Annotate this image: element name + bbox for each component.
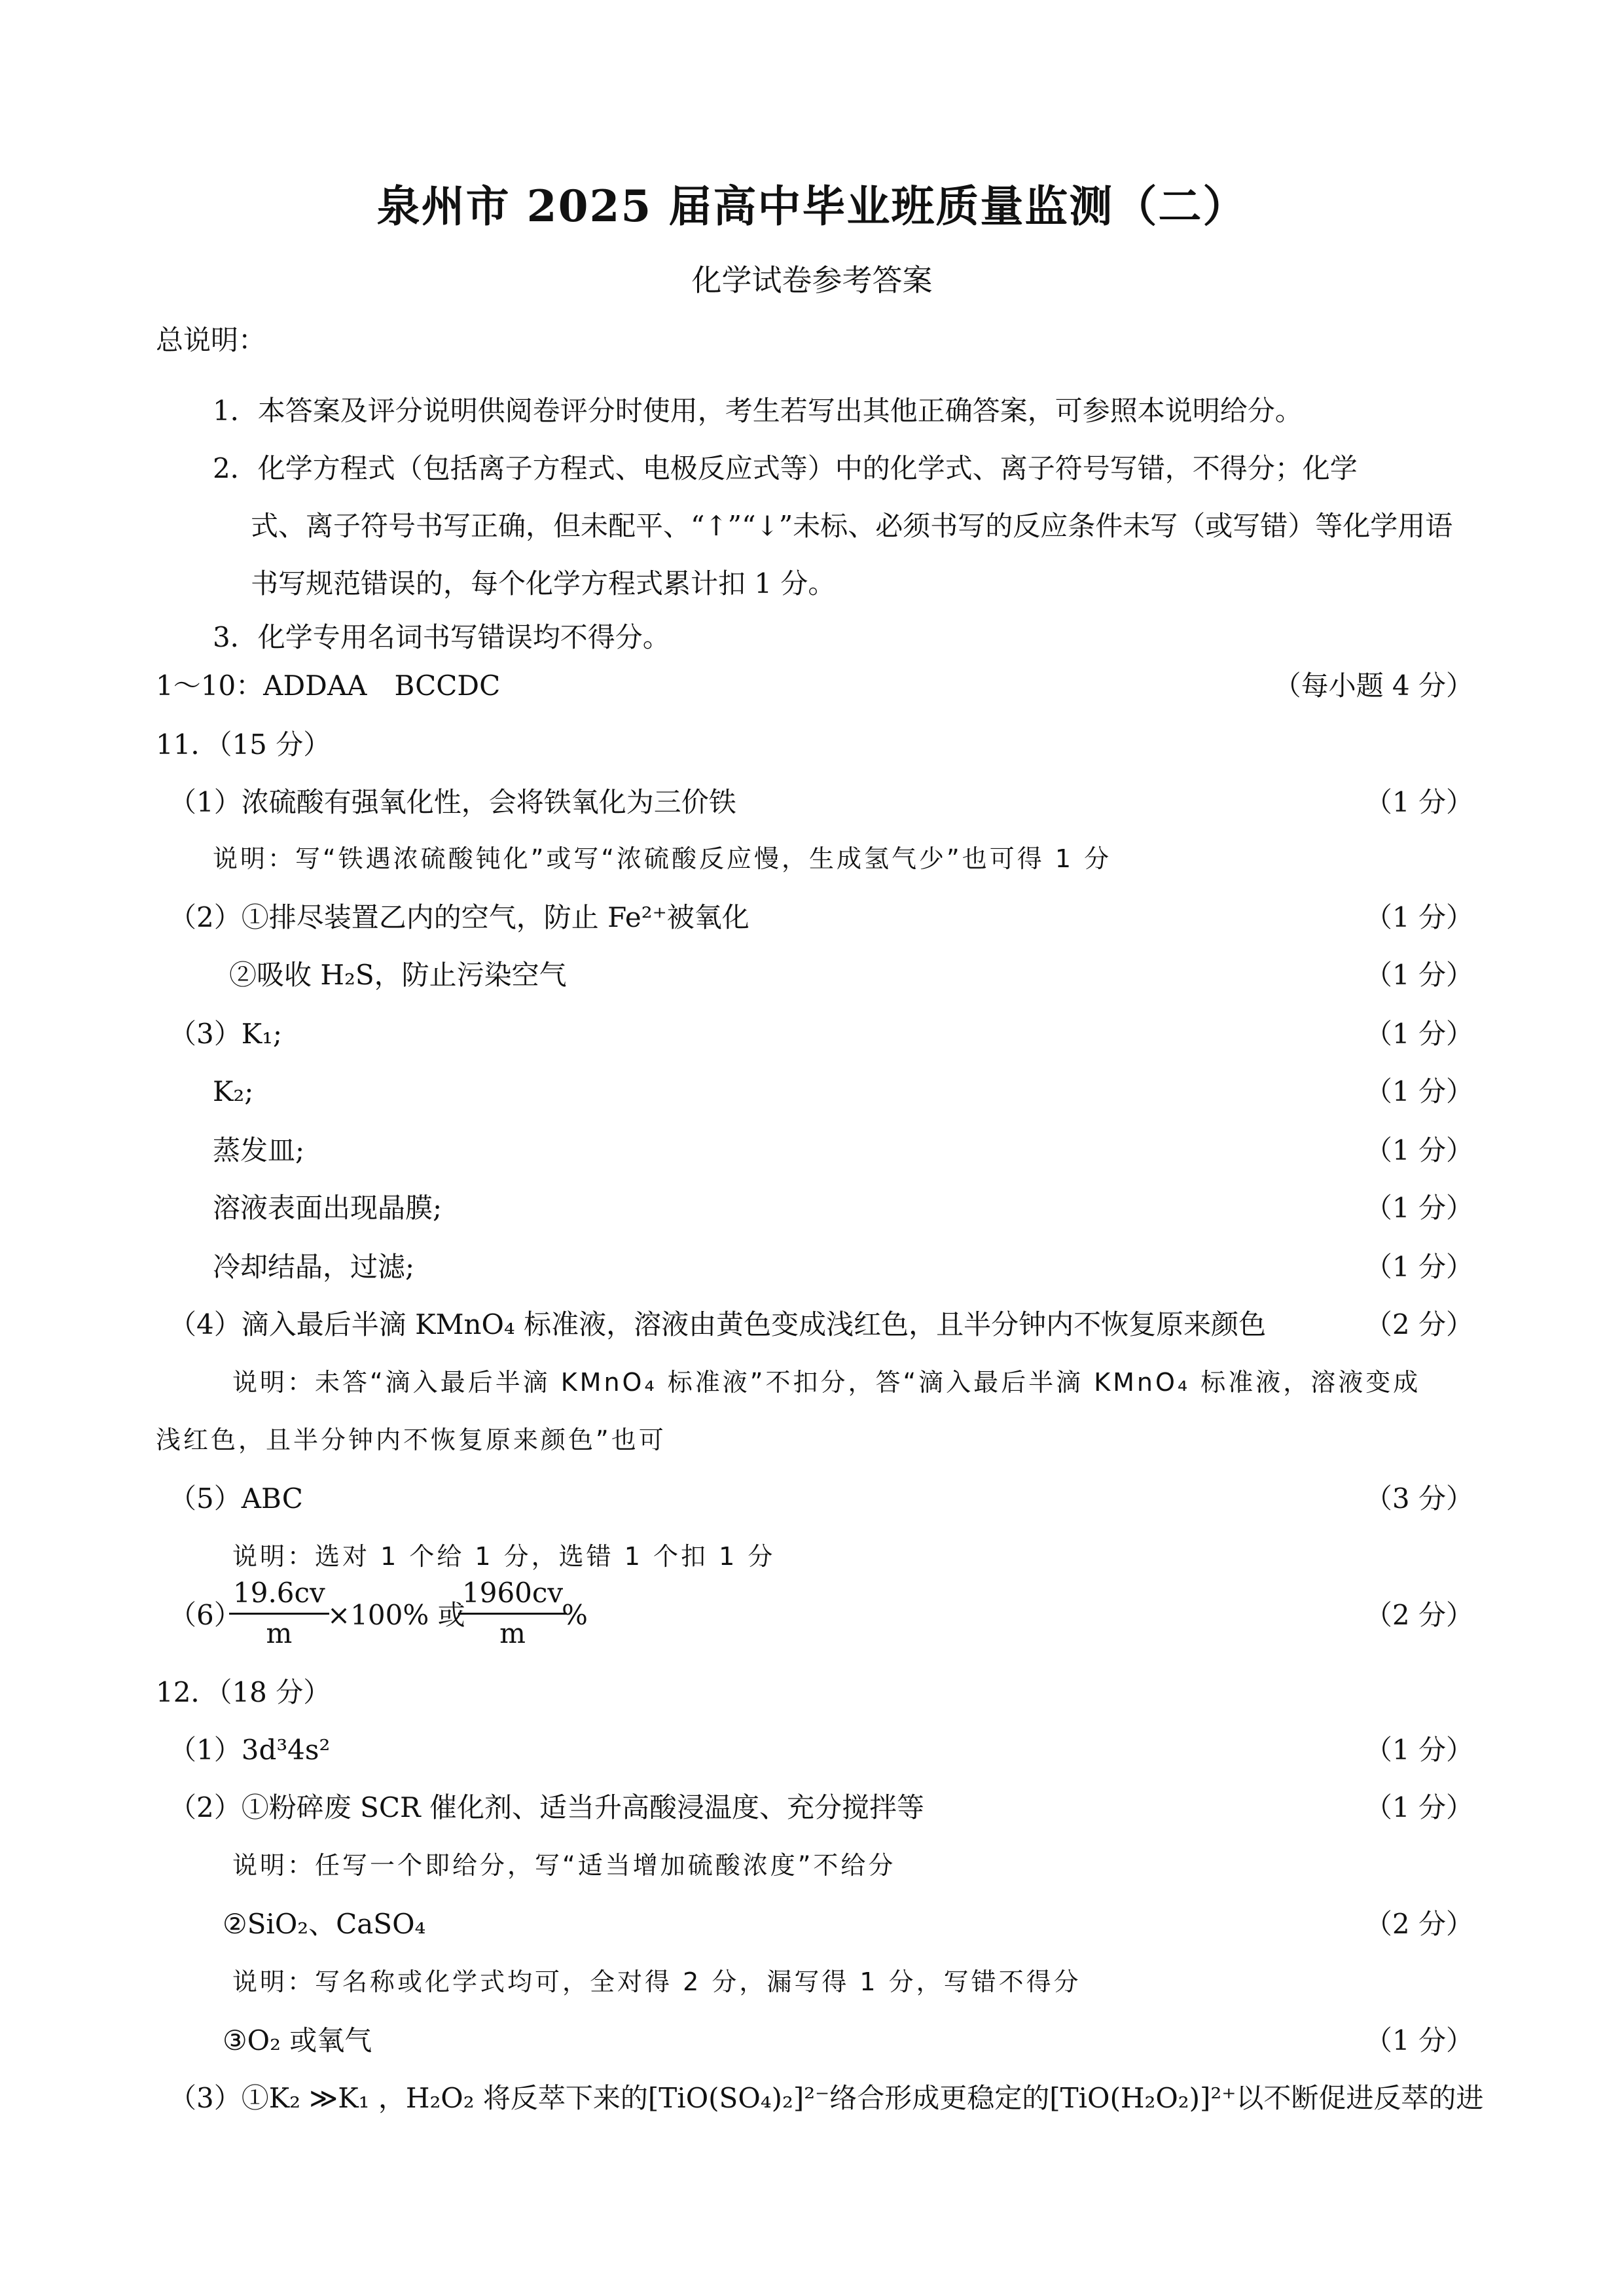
q12-p2a: （2）①粉碎废 SCR 催化剂、适当升高酸浸温度、充分搅拌等 [169,1791,924,1823]
page-subtitle: 化学试卷参考答案 [691,262,933,298]
general-item-3: 3．化学专用名词书写错误均不得分。 [213,621,670,653]
general-item-1: 1．本答案及评分说明供阅卷评分时使用，考生若写出其他正确答案，可参照本说明给分。 [213,395,1303,427]
q11-p4: （4）滴入最后半滴 KMnO₄ 标准液，溶液由黄色变成浅红色，且半分钟内不恢复原来颜色 [169,1308,1267,1340]
q11-p3-1-score: （1 分） [1364,1018,1473,1050]
q11-p4-note-2: 浅红色，且半分钟内不恢复原来颜色”也可 [156,1426,666,1454]
q11-heading: 11．（15 分） [156,728,331,761]
q11-p2a: （2）①排尽装置乙内的空气，防止 Fe²⁺被氧化 [169,901,749,933]
q11-p3-3: 蒸发皿; [213,1134,305,1166]
q11-p2a-score: （1 分） [1364,901,1473,933]
q12-heading: 12．（18 分） [156,1676,331,1708]
q12-p2b-score: （2 分） [1364,1908,1473,1940]
mcq-answers: 1～10：ADDAA BCCDC [156,670,501,702]
q11-p3-5-score: （1 分） [1364,1251,1473,1283]
q11-p1: （1）浓硫酸有强氧化性，会将铁氧化为三价铁 [169,786,736,818]
general-heading: 总说明： [156,324,266,356]
fraction-1-denominator: m [266,1617,293,1649]
q11-p6-score: （2 分） [1364,1599,1473,1631]
fraction-2-denominator: m [499,1617,526,1649]
general-item-2-cont2: 书写规范错误的，每个化学方程式累计扣 1 分。 [251,567,836,600]
q11-p6-middle: ×100% 或 [327,1599,465,1631]
q12-p2b-note: 说明：写名称或化学式均可，全对得 2 分，漏写得 1 分，写错不得分 [232,1967,1081,1996]
q12-p3: （3）①K₂ ≫K₁ ，H₂O₂ 将反萃下来的[TiO(SO₄)₂]²⁻络合形成更稳定的[TiO(H₂O₂)]²⁺以不断促进反萃的进 [169,2082,1484,2114]
q11-p6-fraction-2 [458,1576,567,1653]
q12-p2c: ③O₂ 或氧气 [223,2024,372,2056]
q12-p2a-score: （1 分） [1364,1791,1473,1823]
q11-p3-1: （3）K₁; [169,1018,283,1050]
q11-p3-5: 冷却结晶，过滤; [213,1251,415,1283]
general-item-2: 2．化学方程式（包括离子方程式、电极反应式等）中的化学式、离子符号写错，不得分；化学 [213,452,1358,484]
q11-p3-3-score: （1 分） [1364,1134,1473,1166]
q11-p2b: ②吸收 H₂S，防止污染空气 [229,959,567,991]
general-item-2-cont: 式、离子符号书写正确，但未配平、“↑”“↓”未标、必须书写的反应条件未写（或写错）等化学用语 [251,510,1453,542]
q11-p6-label: （6） [169,1599,242,1631]
q12-p2c-score: （1 分） [1364,2024,1473,2056]
q11-p1-note: 说明：写“铁遇浓硫酸钝化”或写“浓硫酸反应慢，生成氢气少”也可得 1 分 [213,844,1112,873]
q11-p5-score: （3 分） [1364,1482,1473,1515]
q11-p3-2: K₂; [213,1075,254,1107]
fraction-2-numerator: 1960cv [458,1576,567,1615]
page-title: 泉州市 2025 届高中毕业班质量监测（二） [376,181,1248,232]
q12-p2b: ②SiO₂、CaSO₄ [223,1908,426,1940]
q11-p6-tail: % [562,1599,588,1631]
q11-p1-score: （1 分） [1364,786,1473,818]
q11-p5: （5）ABC [169,1482,303,1515]
q12-p1: （1）3d³4s² [169,1734,331,1766]
q11-p6-fraction-1 [229,1576,329,1653]
q11-p3-4: 溶液表面出现晶膜; [213,1192,442,1224]
q11-p3-4-score: （1 分） [1364,1192,1473,1224]
q12-p2a-note: 说明：任写一个即给分，写“适当增加硫酸浓度”不给分 [232,1851,896,1880]
mcq-score: （每小题 4 分） [1273,670,1473,702]
fraction-1-numerator: 19.6cv [229,1576,329,1615]
q11-p2b-score: （1 分） [1364,959,1473,991]
q11-p3-2-score: （1 分） [1364,1075,1473,1107]
q12-p1-score: （1 分） [1364,1734,1473,1766]
q11-p4-note-1: 说明：未答“滴入最后半滴 KMnO₄ 标准液”不扣分，答“滴入最后半滴 KMnO₄ 标准液，溶液变成 [232,1368,1421,1397]
q11-p5-note: 说明：选对 1 个给 1 分，选错 1 个扣 1 分 [232,1542,776,1571]
q11-p4-score: （2 分） [1364,1308,1473,1340]
